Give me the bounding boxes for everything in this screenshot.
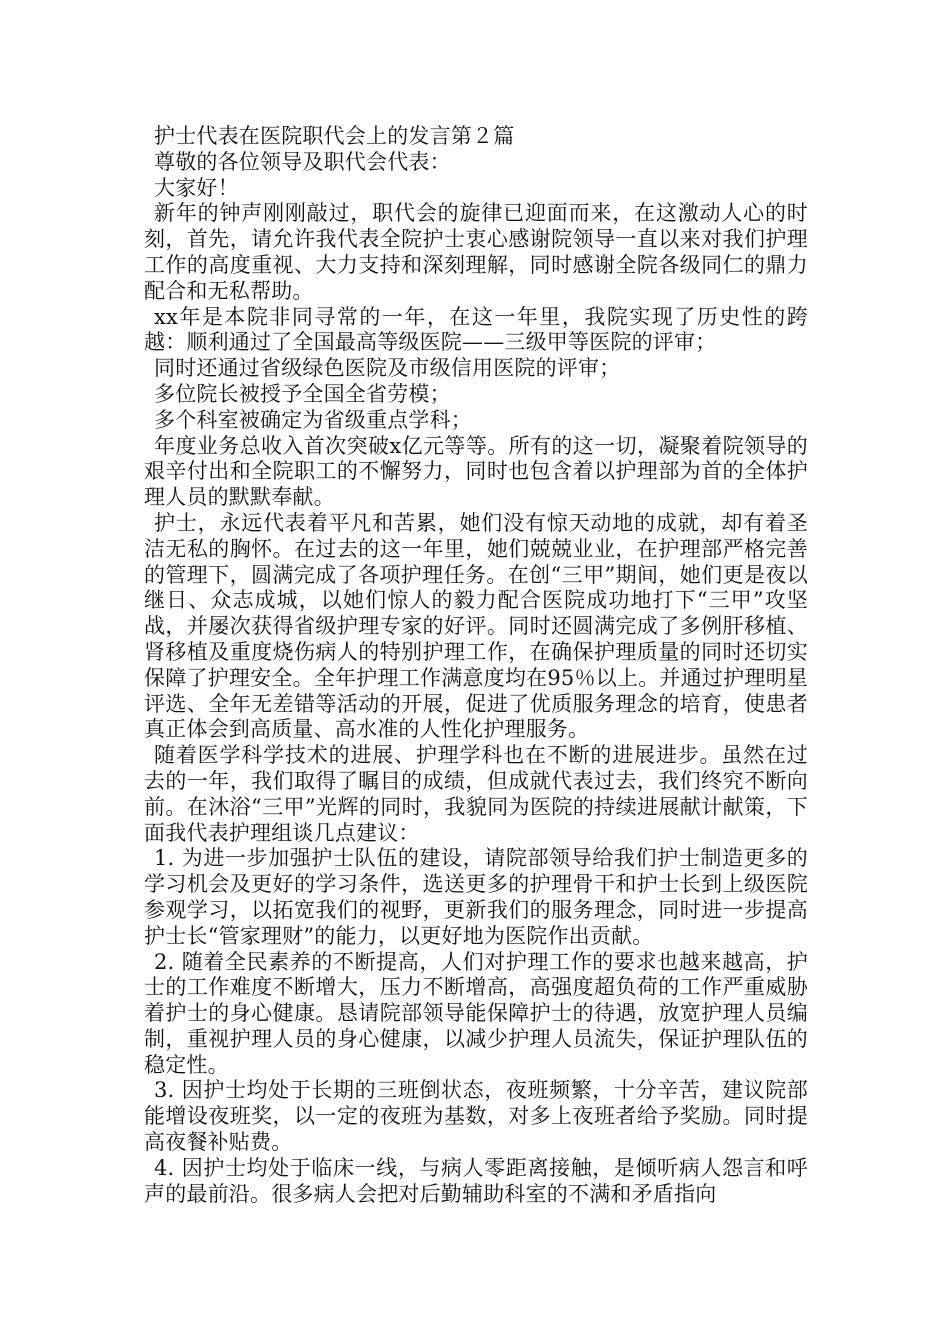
paragraph-green-hospital: 同时还通过省级绿色医院及市级信用医院的评审； [154,356,621,381]
paragraph-revenue: 年度业务总收入首次突破x亿元等等。所有的这一切，凝聚着院领导的艰辛付出和全院职工的不懈努力，同时也包含着以护理部为首的全体护理人员的默默奉献。 [144,433,808,510]
document-title: 护士代表在医院职代会上的发言第２篇 [154,124,515,148]
paragraph-opening: 新年的钟声刚刚敲过，职代会的旋律已迎面而来，在这激动人心的时刻，首先，请允许我代表全院护士衷心感谢院领导一直以来对我们护理工作的高度重视、大力支持和深刻理解，同时感谢全院各级同仁的鼎力配合和无私帮助。 [144,201,808,303]
document-body [144,124,808,1207]
paragraph-nurses: 护士，永远代表着平凡和苦累，她们没有惊天动地的成就，却有着圣洁无私的胸怀。在过去的这一年里，她们兢兢业业，在护理部严格完善的管理下，圆满完成了各项护理任务。在创“三甲”期间，她们更是夜以继日、众志成城，以她们惊人的毅力配合医院成功地打下“三甲”攻坚战，并屡次获得省级护理专家的好评。同时还圆满完成了多例肝移植、肾移植及重度烧伤病人的特别护理工作，在确保护理质量的同时还切实保障了护理安全。全年护理工作满意度均在95％以上。并通过护理明星评选、全年无差错等活动的开展，促进了优质服务理念的培育，使患者真正体会到高质量、高水准的人性化护理服务。 [144,510,808,742]
suggestion-3: 3. 因护士均处于长期的三班倒状态，夜班频繁，十分辛苦，建议院部能增设夜班奖，以一定的夜班为基数，对多上夜班者给予奖励。同时提高夜餐补贴费。 [144,1078,808,1155]
suggestion-2: 2. 随着全民素养的不断提高，人们对护理工作的要求也越来越高，护士的工作难度不断增大，压力不断增高，高强度超负荷的工作严重威胁着护士的身心健康。恳请院部领导能保障护士的待遇，放宽护理人员编制，重视护理人员的身心健康，以减少护理人员流失，保证护理队伍的稳定性。 [144,949,808,1077]
paragraph-achievements: xx年是本院非同寻常的一年，在这一年里，我院实现了历史性的跨越：顺利通过了全国最高等级医院——三级甲等医院的评审； [144,304,808,355]
salutation: 尊敬的各位领导及职代会代表： [154,149,451,174]
suggestion-4: 4. 因护士均处于临床一线，与病人零距离接触，是倾听病人怨言和呼声的最前沿。很多病人会把对后勤辅助科室的不满和矛盾指向 [144,1155,808,1206]
paragraph-model-workers: 多位院长被授予全国全省劳模； [154,381,451,406]
suggestion-1: 1. 为进一步加强护士队伍的建设，请院部领导给我们护士制造更多的学习机会及更好的学习条件，选送更多的护理骨干和护士长到上级医院参观学习，以拓宽我们的视野，更新我们的服务理念，同时进一步提高护士长“管家理财”的能力，以更好地为医院作出贡献。 [144,846,808,948]
greeting: 大家好！ [154,175,239,200]
paragraph-key-disciplines: 多个科室被确定为省级重点学科； [154,407,472,432]
paragraph-development: 随着医学科学技术的进展、护理学科也在不断的进展进步。虽然在过去的一年，我们取得了瞩目的成绩，但成就代表过去，我们终究不断向前。在沐浴“三甲”光辉的同时，我貌同为医院的持续进展献计献策，下面我代表护理组谈几点建议： [144,743,808,845]
